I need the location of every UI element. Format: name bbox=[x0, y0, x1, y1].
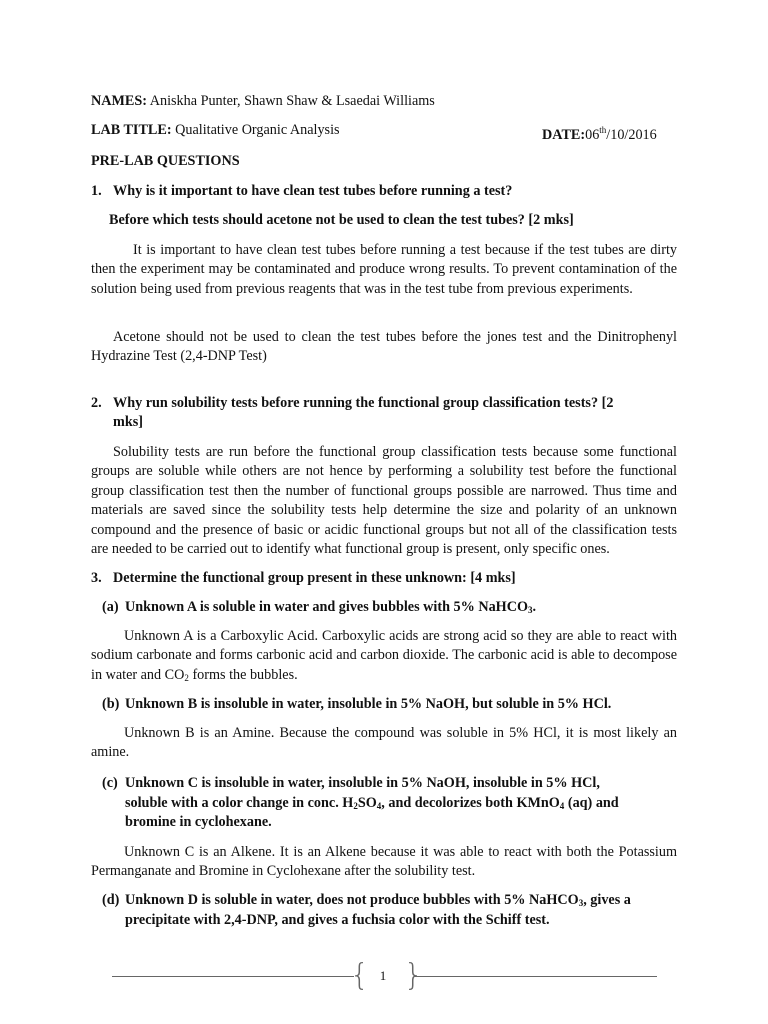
q1-line2: Before which tests should acetone not be used to clean the test tubes? [2 mks] bbox=[109, 212, 574, 228]
footer-rule-left bbox=[112, 976, 354, 977]
page-number: 1 bbox=[379, 968, 387, 983]
lab-title-label: LAB TITLE: bbox=[91, 122, 172, 138]
q3a-label: (a) bbox=[102, 599, 119, 615]
names-label: NAMES: bbox=[91, 93, 147, 109]
date-line bbox=[542, 121, 657, 145]
footer-left-brace: { bbox=[350, 958, 370, 993]
q3c-question-line3: bromine in cyclohexane. bbox=[125, 814, 272, 830]
names-value: Aniskha Punter, Shawn Shaw & Lsaedai Williams bbox=[146, 93, 435, 109]
q3d-label: (d) bbox=[102, 892, 120, 908]
section-title: PRE-LAB QUESTIONS bbox=[91, 153, 240, 169]
date-suffix: th bbox=[599, 125, 607, 135]
q3c-question-line1: Unknown C is insoluble in water, insoluble in 5% NaOH, insoluble in 5% HCl, bbox=[125, 775, 600, 791]
lab-title-line bbox=[91, 121, 340, 140]
q3a-question-post: . bbox=[532, 599, 537, 615]
q3c-q2-mid1: SO bbox=[357, 795, 377, 811]
q3c-label: (c) bbox=[102, 775, 118, 791]
q3a-question-text: Unknown A is soluble in water and gives bubbles with 5% NaHCO bbox=[125, 599, 528, 615]
footer-right-brace: } bbox=[404, 958, 424, 993]
q3b-question: Unknown B is insoluble in water, insoluble in 5% NaOH, but soluble in 5% HCl. bbox=[125, 696, 612, 712]
q3-number: 3. bbox=[91, 570, 102, 586]
q3c-q2-pre: soluble with a color change in conc. H bbox=[125, 795, 354, 811]
q3c-q2-sub1: 2 bbox=[353, 801, 358, 811]
q2-text-line2: mks] bbox=[113, 414, 143, 430]
q1-answer-2: Acetone should not be used to clean the test tubes before the jones test and the Dinitrophenyl Hydrazine Test (2,4-DNP Test) bbox=[91, 329, 677, 365]
q3a-answer-post: forms the bubbles. bbox=[188, 666, 298, 683]
q3b-answer: Unknown B is an Amine. Because the compound was soluble in 5% HCl, it is most likely an amine. bbox=[91, 725, 677, 760]
q2-answer: Solubility tests are run before the functional group classification tests because some functional groups are soluble while others are not hence by performing a solubility test before the functional group classification test then the number of functional groups possible are narrowed. Thus time and materials are saved since the solubility tests help determine the size and polarity of an unknown compound and the presence of basic or acidic functional groups but not all of the classification tests are needed to be carried out to identify what functional group is present, only specific ones. bbox=[91, 444, 677, 558]
q3b-label: (b) bbox=[102, 696, 120, 712]
date-rest: /10/2016 bbox=[606, 127, 657, 143]
q3a-answer-text: Unknown A is a Carboxylic Acid. Carboxylic acids are strong acid so they are able to react with sodium carbonate and forms carbonic acid and carbon dioxide. The carbonic acid is able to decompose in water and CO bbox=[91, 628, 677, 683]
q3d-question-line2: precipitate with 2,4-DNP, and gives a fuchsia color with the Schiff test. bbox=[125, 912, 550, 928]
q3d-q1-pre: Unknown D is soluble in water, does not produce bubbles with 5% NaHCO bbox=[125, 892, 579, 908]
q3d-question-line1 bbox=[125, 891, 631, 913]
q3c-q2-sub2: 4 bbox=[376, 801, 382, 811]
q3a-question-sub: 3 bbox=[528, 605, 533, 615]
q3a-answer bbox=[91, 627, 677, 688]
date-label: DATE: bbox=[542, 127, 586, 143]
q1-line1: Why is it important to have clean test tubes before running a test? bbox=[113, 183, 513, 199]
q3-text: Determine the functional group present in these unknown: [4 mks] bbox=[113, 570, 516, 586]
q3d-q1-post: , gives a bbox=[583, 892, 631, 908]
date-day: 06 bbox=[585, 127, 600, 143]
q3a-question bbox=[125, 598, 536, 620]
names-line bbox=[91, 92, 435, 111]
q3c-q2-sub3: 4 bbox=[559, 801, 565, 811]
footer-rule-right bbox=[414, 976, 657, 977]
q3c-q2-post: (aq) and bbox=[564, 795, 619, 811]
q1-answer-1: It is important to have clean test tubes before running a test because if the test tubes are dirty then the experiment may be contaminated and produce wrong results. To prevent contamination of the solution being used from previous reagents that was in the test tube from previous experiments. bbox=[91, 242, 677, 297]
q2-text-line1: Why run solubility tests before running the functional group classification tests? [2 bbox=[113, 395, 614, 411]
q3d-q1-sub: 3 bbox=[578, 898, 584, 908]
q3c-q2-mid2: , and decolorizes both KMnO bbox=[381, 795, 560, 811]
q2-number: 2. bbox=[91, 395, 102, 411]
q3a-answer-sub: 2 bbox=[184, 672, 189, 683]
lab-title-value: Qualitative Organic Analysis bbox=[171, 122, 340, 138]
q1-number: 1. bbox=[91, 183, 102, 199]
q3c-answer: Unknown C is an Alkene. It is an Alkene because it was able to react with both the Potassium Permanganate and Bromine in Cyclohexane after the solubility test. bbox=[91, 844, 677, 879]
